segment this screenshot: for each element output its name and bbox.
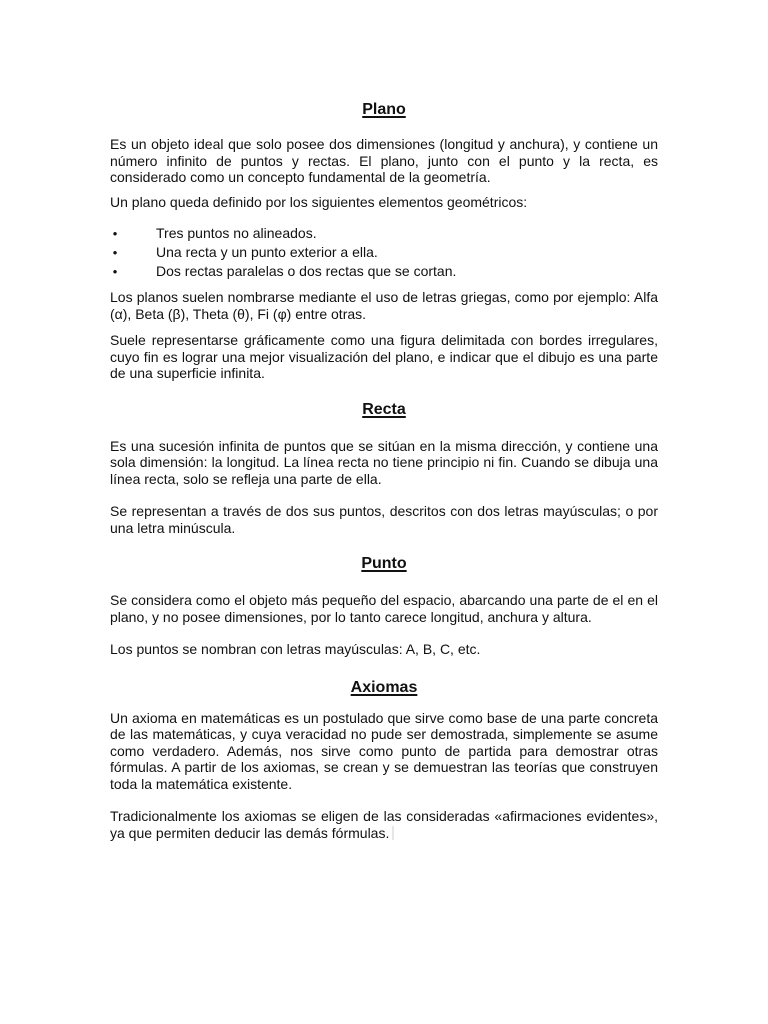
- document-content: [110, 100, 658, 841]
- section-title-punto: Punto: [361, 555, 407, 572]
- paragraph-plano-elements-intro: Un plano queda definido por los siguientes elementos geométricos:: [110, 193, 528, 210]
- section-punto: [110, 554, 658, 658]
- section-recta: [110, 400, 658, 537]
- paragraph-recta-definition: Es una sucesión infinita de puntos que se sitúan en la misma dirección, y contiene una sola dimensión: la longitud. La línea recta no tiene principio ni fin. Cuando se dibuja una línea recta, solo se refleja una parte de ella.: [110, 437, 658, 487]
- list-item-text: Dos rectas paralelas o dos rectas que se cortan.: [156, 263, 457, 279]
- paragraph-recta-representation: Se representan a través de dos sus puntos, descritos con dos letras mayúsculas; o por una letra minúscula.: [110, 503, 658, 536]
- paragraph-plano-greek-letters: Los planos suelen nombrarse mediante el uso de letras griegas, como por ejemplo: Alfa (α), Beta (β), Theta (θ), Fi (φ) entre otras.: [110, 289, 658, 322]
- bullet-icon: •: [112, 226, 118, 241]
- section-title-plano: Plano: [362, 101, 406, 118]
- section-axiomas: [110, 678, 658, 842]
- bullet-icon: •: [112, 264, 118, 279]
- list-item-text: Tres puntos no alineados.: [156, 225, 317, 241]
- list-item: [110, 262, 658, 281]
- section-title-axiomas: Axiomas: [350, 678, 418, 696]
- bullet-list-plano-elements: [110, 224, 658, 281]
- paragraph-plano-definition: Es un objeto ideal que solo posee dos dimensiones (longitud y anchura), y contiene un número infinito de puntos y rectas. El plano, junto con el punto y la recta, es considerado como un concepto fundamental de la geometría.: [110, 136, 658, 185]
- bullet-icon: •: [112, 245, 118, 260]
- paragraph-punto-naming: Los puntos se nombran con letras mayúsculas: A, B, C, etc.: [110, 641, 481, 657]
- section-title-recta: Recta: [362, 400, 406, 418]
- section-plano: [110, 100, 658, 382]
- list-item: [110, 224, 658, 243]
- paragraph-axiomas-tradition: [110, 808, 658, 841]
- paragraph-punto-definition: Se considera como el objeto más pequeño del espacio, abarcando una parte de el en el plano, y no posee dimensiones, por lo tanto carece longitud, anchura y altura.: [110, 592, 658, 625]
- paragraph-axiomas-tradition-text: Tradicionalmente los axiomas se eligen de las consideradas «afirmaciones evidentes», ya que permiten deducir las demás fórmulas.: [110, 808, 658, 841]
- paragraph-axiomas-definition: Un axioma en matemáticas es un postulado que sirve como base de una parte concreta de las matemáticas, y cuya veracidad no pude ser demostrada, simplemente se asume como verdadero. Además, nos sirve como punto de partida para demostrar otras fórmulas. A partir de los axiomas, se crean y se demuestran las teorías que construyen toda la matemática existente.: [110, 709, 658, 792]
- list-item-text: Una recta y un punto exterior a ella.: [156, 244, 378, 260]
- paragraph-plano-representation: Suele representarse gráficamente como una figura delimitada con bordes irregulares, cuyo fin es lograr una mejor visualización del plano, e indicar que el dibujo es una parte de una superficie infinita.: [110, 332, 658, 381]
- list-item: [110, 243, 658, 262]
- text-cursor-mark: [392, 826, 394, 840]
